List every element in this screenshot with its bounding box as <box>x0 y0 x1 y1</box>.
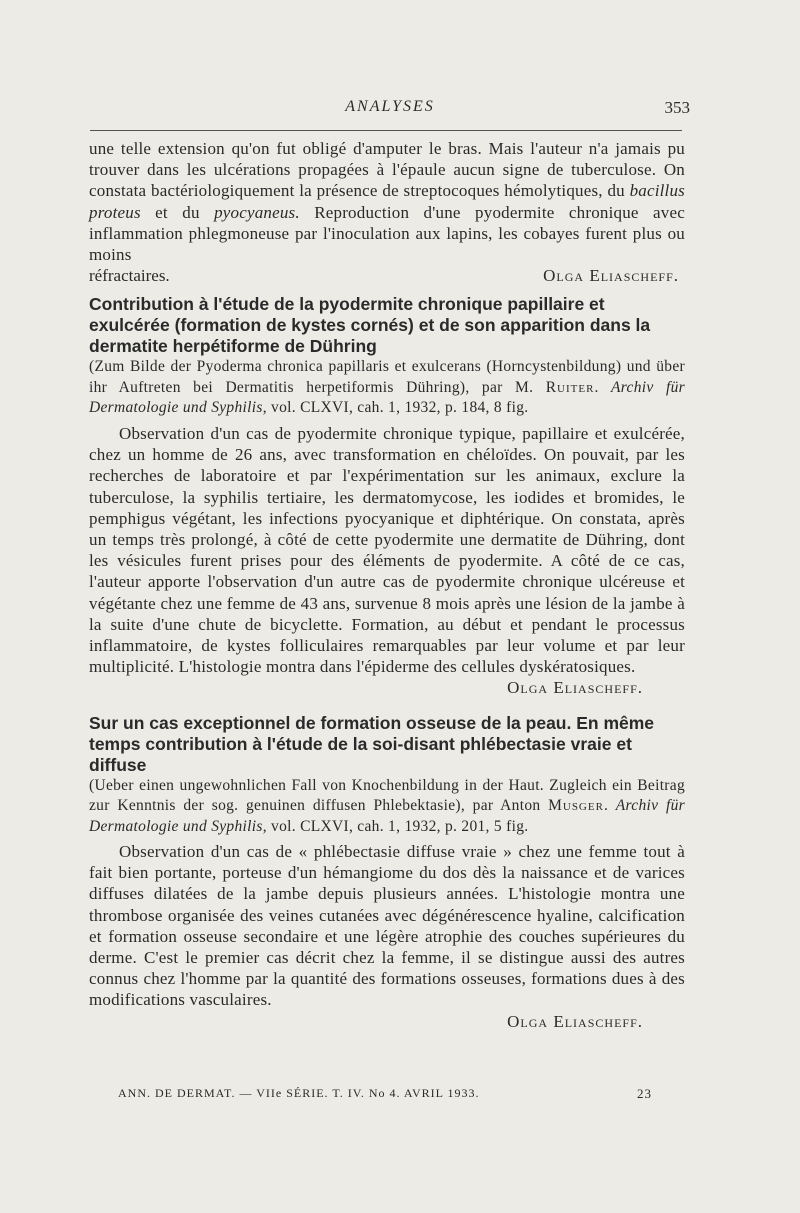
continuation-last-word: réfractaires. <box>89 266 170 286</box>
article2-reference: (Ueber einen ungewohnlichen Fall von Knochenbildung in der Haut. Zugleich ein Beitrag zur Kenntnis der sog. genuinen diffusen Phlebektasie), par Anton Musger. Archiv für Dermatologie und Syphilis, vol. CLXVI, cah. 1, 1932, p. 201, 5 fig. <box>89 776 685 835</box>
footer-sheet-number: 23 <box>637 1086 652 1101</box>
article1-title: Contribution à l'étude de la pyodermite chronique papillaire et exulcérée (formation de kystes cornés) et de son apparition dans la dermatite herpétiforme de Dühring <box>89 294 651 357</box>
article2-signature: Olga Eliascheff. <box>507 1011 643 1031</box>
article1-author: Ruiter <box>545 378 595 396</box>
article2-title: Sur un cas exceptionnel de formation osseuse de la peau. En même temps contribution à l'étude de la soi-disant phlébectasie vraie et diffuse <box>89 712 655 775</box>
header-rule <box>90 130 682 131</box>
continuation-signature: Olga Eliascheff. <box>543 266 679 286</box>
article2-journal: Archiv für Dermatologie und Syphilis <box>89 797 685 835</box>
article-pyodermite <box>89 294 685 698</box>
bacillus-name: bacillus proteus <box>89 181 685 222</box>
article1-reference: (Zum Bilde der Pyoderma chronica papillaris et exulcerans (Horncystenbildung) und über ihr Auftreten bei Dermatitis herpetiformis Dühring), par M. Ruiter. Archiv für Dermatologie und Syphilis, vol. CLXVI, cah. 1, 1932, p. 184, 8 fig. <box>89 358 685 417</box>
article-formation-osseuse <box>89 713 685 1032</box>
page-footer <box>118 1086 652 1102</box>
running-head <box>90 98 690 122</box>
article2-body: Observation d'un cas de « phlébectasie diffuse vraie » chez une femme tout à fait bien portante, porteuse d'un hémangiome du dos dès la naissance et de varices diffuses dilatées de la jambe depuis plusieurs années. L'histologie montra une thrombose organisée des veines cutanées avec dégénérescence hyaline, calcification et formation osseuse secondaire et une légère atrophie des couches supérieures du derme. C'est le premier cas décrit chez la femme, il se distingue aussi des autres connus chez l'homme par la quantité des formations osseuses, formations dues à des modifications vasculaires. <box>89 842 685 1010</box>
article1-signature: Olga Eliascheff. <box>507 678 643 698</box>
article1-journal: Archiv für Dermatologie und Syphilis <box>89 378 685 417</box>
article1-body: Observation d'un cas de pyodermite chronique typique, papillaire et exulcérée, chez un homme de 26 ans, avec transformation en chéloïdes. On pouvait, par les recherches de laboratoire et par l'expérimentation sur les animaux, exclure la tuberculose, la syphilis tertiaire, les dermatomycose, les iodides et bromides, le pemphigus végétant, les infections pyocyanique et diphtérique. On constata, après un temps très prolongé, à côté de cette pyodermite une dermatite de Dühring, dont les vésicules furent prises pour des éléments de pyodermite. A côté de ce cas, l'auteur apporte l'observation d'un autre cas de pyodermite chronique ulcéreuse et végétante chez une femme de 43 ans, survenue 8 mois après une lésion de la jambe à la suite d'une chute de bicyclette. Formation, au début et pendant le processus inflammatoire, de kystes folliculaires remarquables par leur volume et par leur multiplicité. L'histologie montra dans l'épiderme des cellules dyskératosiques. <box>89 423 685 677</box>
continuation-paragraph: une telle extension qu'on fut obligé d'amputer le bras. Mais l'auteur n'a jamais pu trouver dans les ulcérations propagées à l'épaule aucun signe de tuberculose. On constata bactériologiquement la présence de streptocoques hémolytiques, du bacillus proteus et du pyocyaneus. Reproduction d'une pyodermite chronique avec inflammation phlegmoneuse par l'inoculation aux lapins, les cobayes furent plus ou moins <box>89 139 685 265</box>
page-content <box>89 138 685 1032</box>
page-number: 353 <box>664 98 690 117</box>
pyocyaneus-name: pyocyaneus. <box>214 202 300 222</box>
article2-author: Musger <box>548 797 604 815</box>
running-title: ANALYSES <box>345 98 435 115</box>
footer-journal-line: ANN. DE DERMAT. — VIIe SÉRIE. T. IV. No 4. AVRIL 1933. <box>118 1086 480 1100</box>
continuation-last-line <box>89 265 685 286</box>
continuation-text <box>89 138 685 286</box>
